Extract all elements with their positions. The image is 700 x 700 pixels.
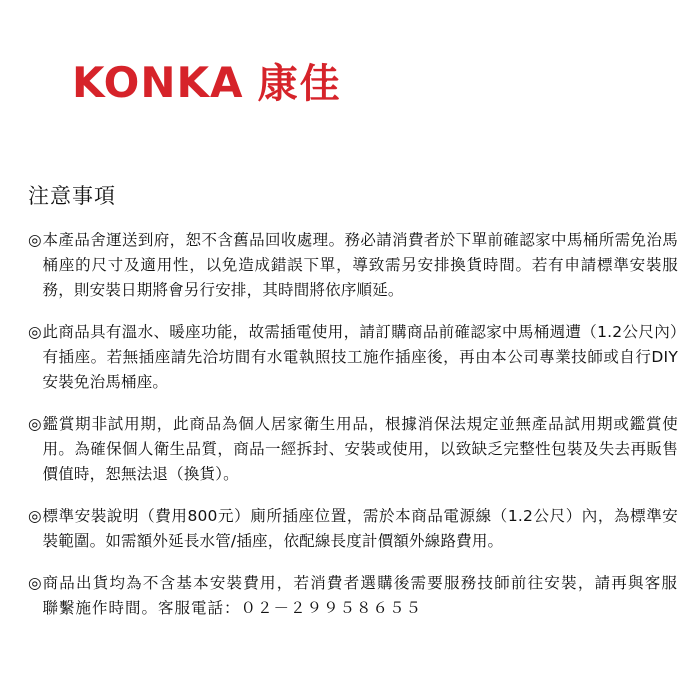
notice-item-text: 此商品具有溫水、暖座功能，故需插電使用，請訂購商品前確認家中馬桶週遭（1.2公尺內）有插座。若無插座請先洽坊間有水電執照技工施作插座後，再由本公司專業技師或自行DIY安裝免治馬桶座。 (42, 323, 678, 391)
notice-item-text: 鑑賞期非試用期，此商品為個人居家衛生用品，根據消保法規定並無產品試用期或鑑賞使用。為確保個人衛生品質，商品一經拆封、安裝或使用，以致缺乏完整性包裝及失去再販售價值時，恕無法退（換貨）。 (42, 415, 678, 483)
list-item (28, 228, 678, 303)
list-item (28, 504, 678, 554)
page-title: 注意事項 (28, 184, 116, 208)
notice-item-text: 本產品舍運送到府，恕不含舊品回收處理。務必請消費者於下單前確認家中馬桶所需免治馬桶座的尺寸及適用性，以免造成錯誤下單，導致需另安排換貨時間。若有申請標準安裝服務，則安裝日期將會另行安排，其時間將依序順延。 (42, 231, 678, 299)
circle-bullet-icon: ◎ (28, 415, 42, 433)
notice-list (28, 228, 678, 638)
circle-bullet-icon: ◎ (28, 323, 42, 341)
brand-name-cjk: 康佳 (257, 61, 342, 107)
circle-bullet-icon: ◎ (28, 574, 42, 592)
circle-bullet-icon: ◎ (28, 507, 42, 525)
circle-bullet-icon: ◎ (28, 231, 42, 249)
brand-logo (72, 58, 342, 107)
list-item (28, 412, 678, 487)
list-item (28, 571, 678, 621)
notice-item-text: 標準安裝說明（費用800元）廁所插座位置，需於本商品電源線（1.2公尺）內，為標準安裝範圍。如需額外延長水管/插座，依配線長度計價額外線路費用。 (42, 507, 678, 550)
notice-item-text: 商品出貨均為不含基本安裝費用，若消費者選購後需要服務技師前往安裝，請再與客服聯繫施作時間。客服電話：０２－２９９５８６５５ (42, 574, 678, 617)
brand-name-latin: KONKA (72, 58, 244, 107)
list-item (28, 320, 678, 395)
